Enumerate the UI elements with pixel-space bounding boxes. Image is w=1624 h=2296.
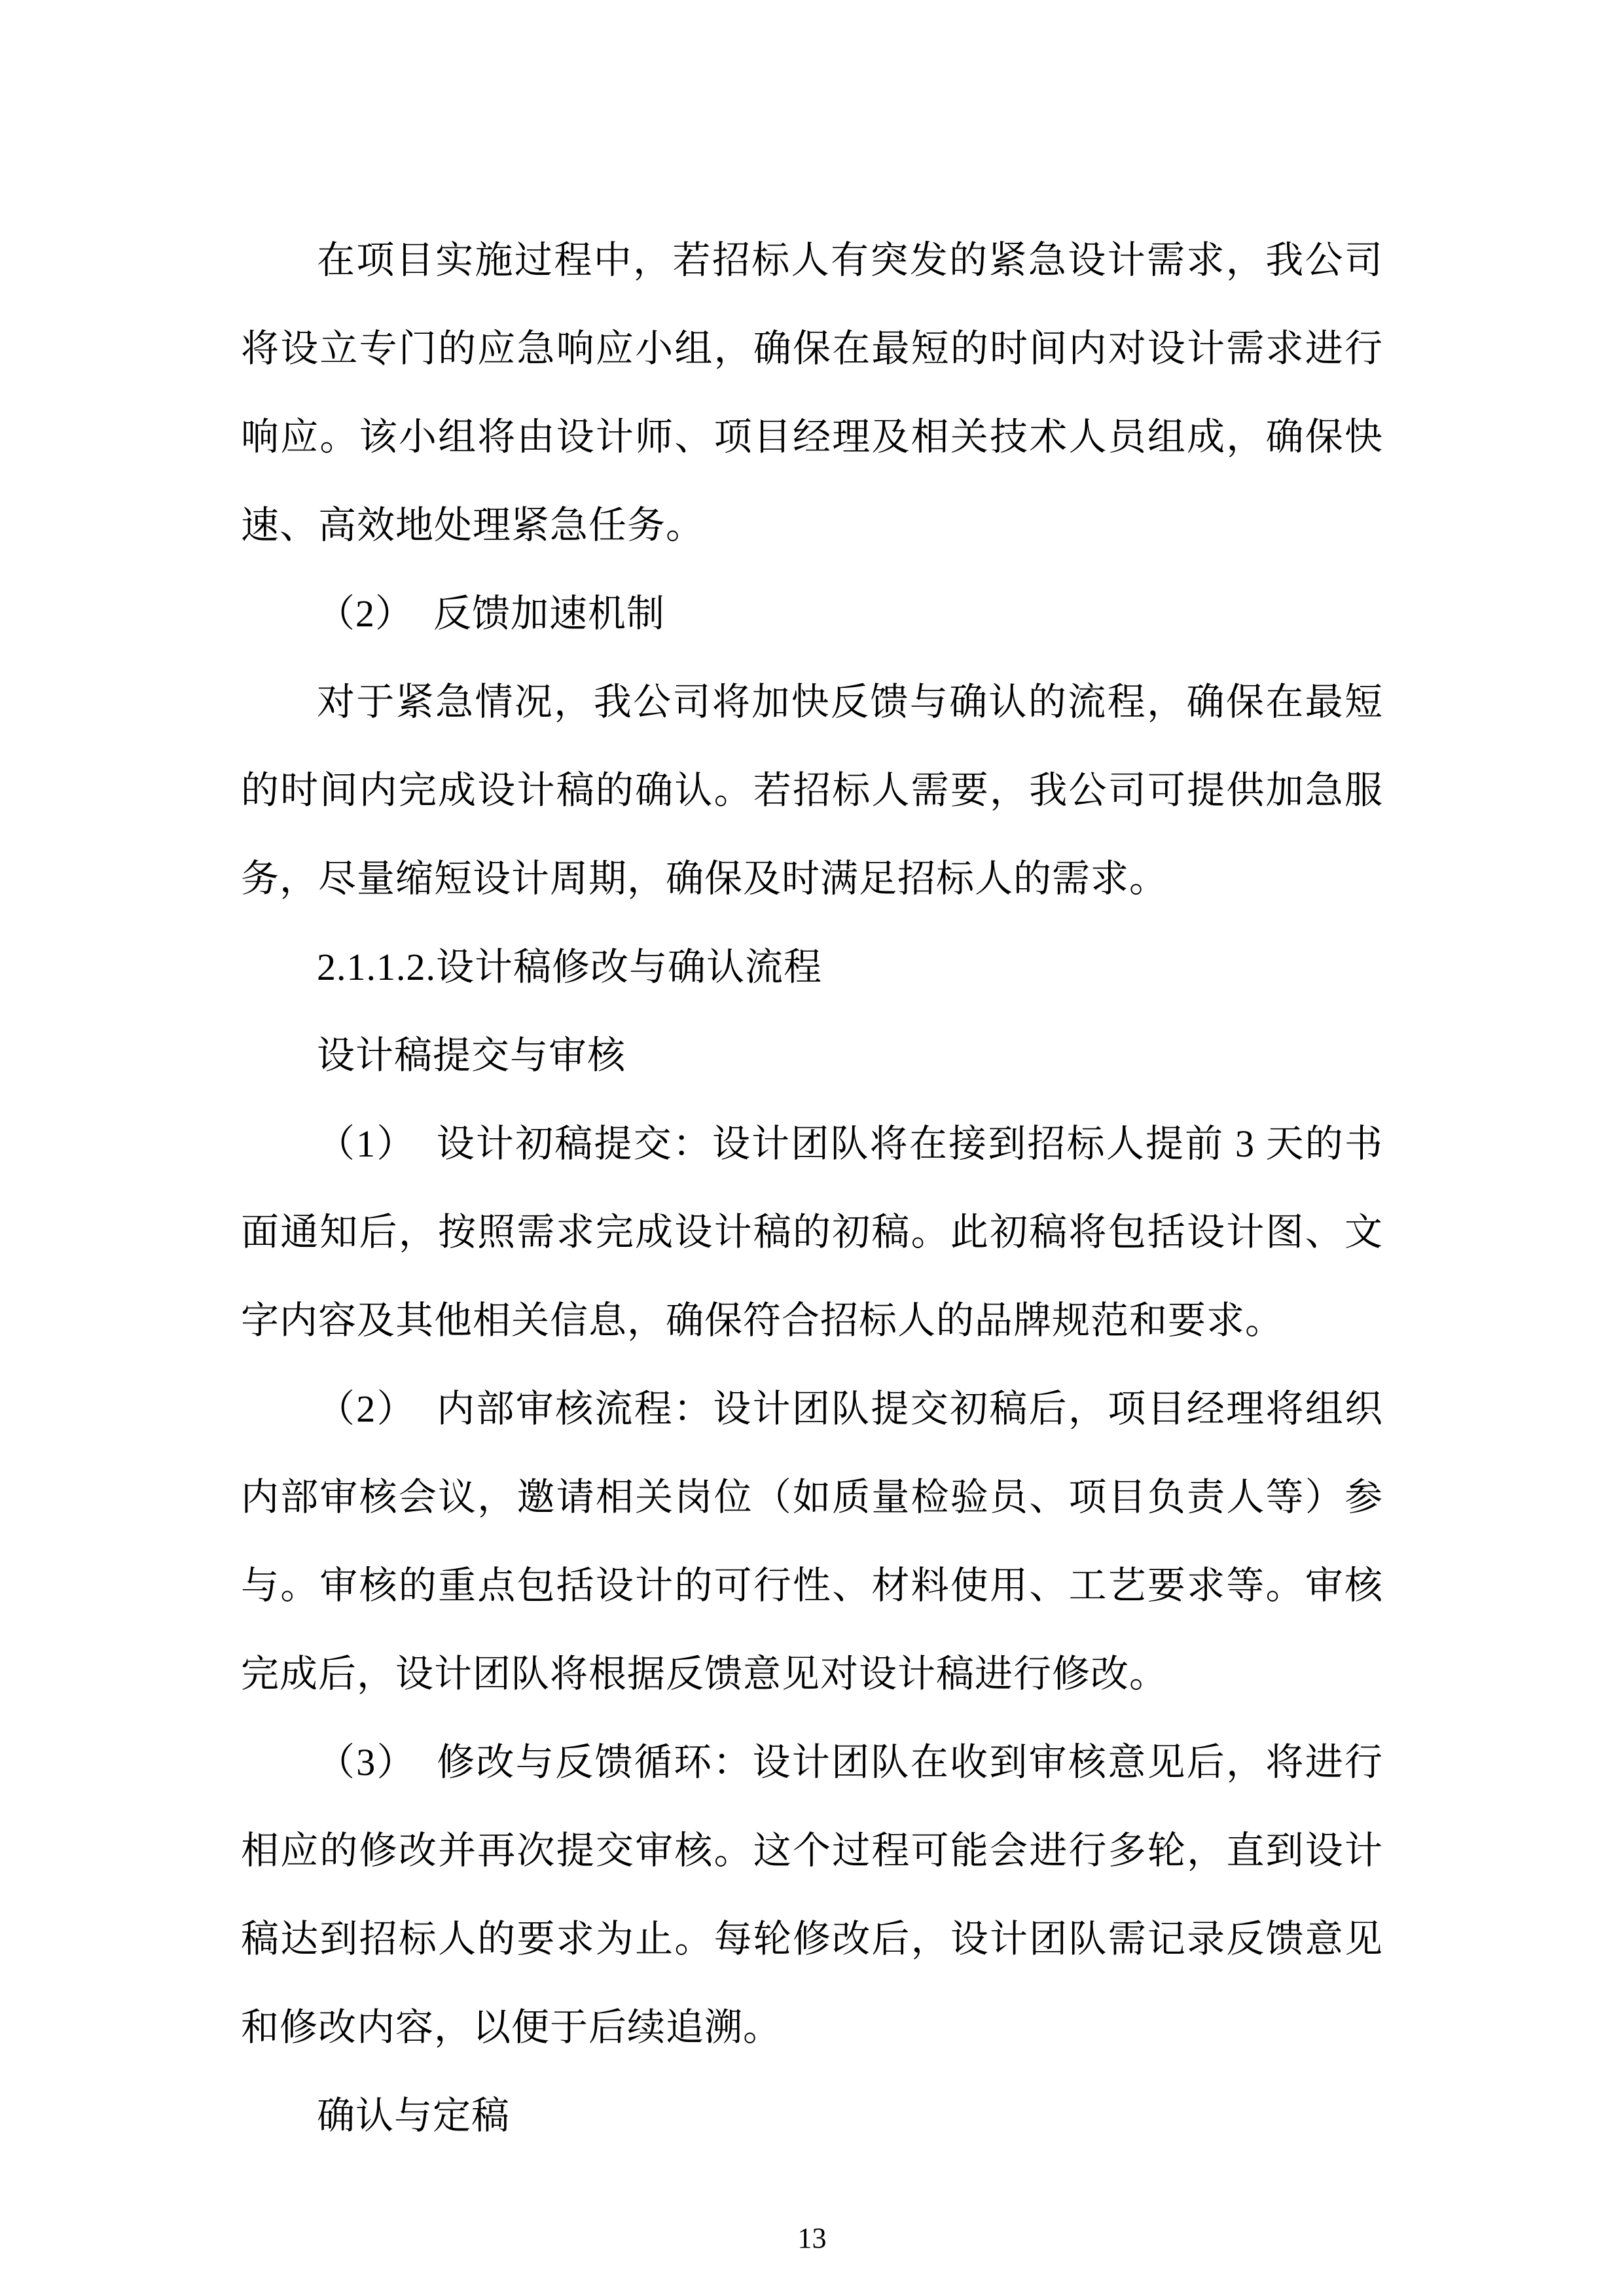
heading-feedback-acceleration: （2） 反馈加速机制 [317, 592, 666, 635]
paragraph-emergency-response: 在项目实施过程中，若招标人有突发的紧急设计需求，我公司将设立专门的应急响应小组，确保在最短的时间内对设计需求进行响应。该小组将由设计师、项目经理及相关技术人员组成，确保快速、高效地处理紧急任务。 [241, 239, 1383, 547]
paragraph-revision-feedback-loop: （3） 修改与反馈循环：设计团队在收到审核意见后，将进行相应的修改并再次提交审核。这个过程可能会进行多轮，直到设计稿达到招标人的要求为止。每轮修改后，设计团队需记录反馈意见和修改内容，以便于后续追溯。 [241, 1741, 1383, 2049]
heading-draft-submission-review: 设计稿提交与审核 [317, 1034, 626, 1077]
heading-section-2112: 2.1.1.2.设计稿修改与确认流程 [317, 946, 823, 988]
page-number: 13 [797, 2222, 827, 2254]
paragraph-internal-review-process: （2） 内部审核流程：设计团队提交初稿后，项目经理将组织内部审核会议，邀请相关岗位（如质量检验员、项目负责人等）参与。审核的重点包括设计的可行性、材料使用、工艺要求等。审核完成后，设计团队将根据反馈意见对设计稿进行修改。 [241, 1388, 1383, 1695]
heading-confirmation-finalization: 确认与定稿 [317, 2094, 511, 2137]
paragraph-feedback-acceleration: 对于紧急情况，我公司将加快反馈与确认的流程，确保在最短的时间内完成设计稿的确认。若招标人需要，我公司可提供加急服务，尽量缩短设计周期，确保及时满足招标人的需求。 [241, 681, 1383, 900]
document-body [241, 216, 1383, 2160]
paragraph-initial-draft-submission: （1） 设计初稿提交：设计团队将在接到招标人提前 3 天的书面通知后，按照需求完成设计稿的初稿。此初稿将包括设计图、文字内容及其他相关信息，确保符合招标人的品牌规范和要求。 [241, 1122, 1383, 1342]
